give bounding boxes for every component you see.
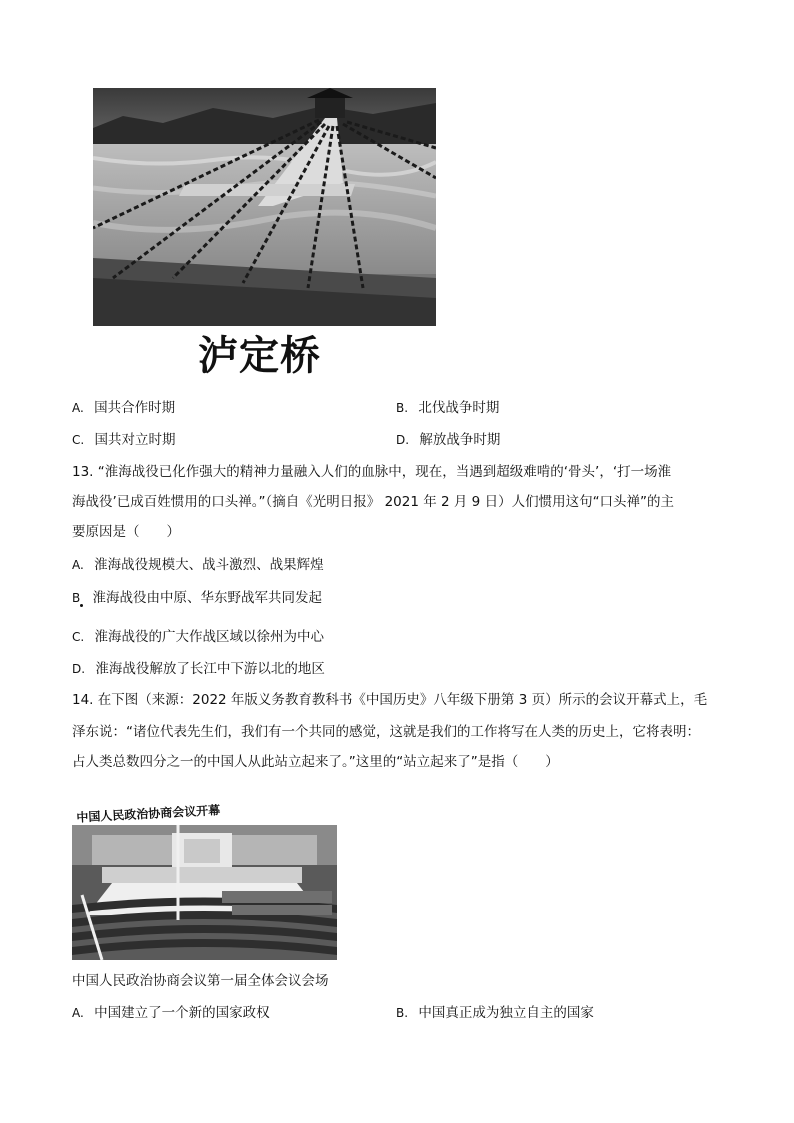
q13-stem-line-3: 要原因是（ ） <box>72 524 180 540</box>
option-text: 淮海战役的广大作战区域以徐州为中心 <box>94 629 324 645</box>
q13-option-a <box>72 555 324 575</box>
q13-option-d <box>72 659 325 679</box>
option-letter: A. <box>72 558 84 572</box>
option-text: 中国建立了一个新的国家政权 <box>94 1005 270 1021</box>
cppcc-photo-caption: 中国人民政治协商会议第一届全体会议会场 <box>72 973 329 989</box>
stray-dot <box>80 604 83 607</box>
q13-stem-line-2: 海战役’已成百姓惯用的口头禅。”（摘自《光明日报》 2021 年 2 月 9 日）人们惯用这句“口头禅”的主 <box>72 494 675 510</box>
q12-option-a <box>72 398 175 418</box>
option-letter: B. <box>396 1006 409 1020</box>
option-text: 淮海战役解放了长江中下游以北的地区 <box>95 661 325 677</box>
option-text: 国共合作时期 <box>94 400 176 416</box>
option-text: 淮海战役规模大、战斗激烈、战果辉煌 <box>94 557 324 573</box>
option-letter: A. <box>72 401 84 415</box>
bridge-caption: 泸定桥 <box>198 333 321 379</box>
option-letter: B. <box>396 401 409 415</box>
q14-option-a <box>72 1003 270 1023</box>
option-letter: B <box>72 591 81 605</box>
option-letter: D. <box>72 662 86 676</box>
option-text: 中国真正成为独立自主的国家 <box>418 1005 594 1021</box>
q14-stem-line-2: 泽东说：“诸位代表先生们，我们有一个共同的感觉，这就是我们的工作将写在人类的历史上，它将表明： <box>72 724 700 740</box>
option-text: 解放战争时期 <box>419 432 501 448</box>
option-text: 淮海战役由中原、华东野战军共同发起 <box>92 590 323 606</box>
option-text: 北伐战争时期 <box>418 400 500 416</box>
luding-bridge-photo <box>93 88 436 326</box>
option-letter: C. <box>72 630 85 644</box>
q14-option-b <box>396 1003 594 1023</box>
q13-stem-line-1: 13. “淮海战役已化作强大的精神力量融入人们的血脉中，现在，当遇到超级难啃的‘骨头’，‘打一场淮 <box>72 464 672 480</box>
q13-option-b <box>72 588 322 608</box>
option-letter: A. <box>72 1006 84 1020</box>
q13-option-c <box>72 627 324 647</box>
option-text: 国共对立时期 <box>94 432 176 448</box>
q12-option-c <box>72 430 176 450</box>
q12-option-b <box>396 398 499 418</box>
q14-stem-line-3: 占人类总数四分之一的中国人从此站立起来了。”这里的“站立起来了”是指（ ） <box>72 754 559 770</box>
photo-banner-text: 中国人民政治协商会议开幕 <box>76 803 221 825</box>
cppcc-hall-photo <box>72 795 337 960</box>
option-letter: C. <box>72 433 85 447</box>
q14-stem-line-1: 14. 在下图（来源：2022 年版义务教育教科书《中国历史》八年级下册第 3 页）所示的会议开幕式上，毛 <box>72 692 708 708</box>
q12-option-d <box>396 430 500 450</box>
option-letter: D. <box>396 433 410 447</box>
